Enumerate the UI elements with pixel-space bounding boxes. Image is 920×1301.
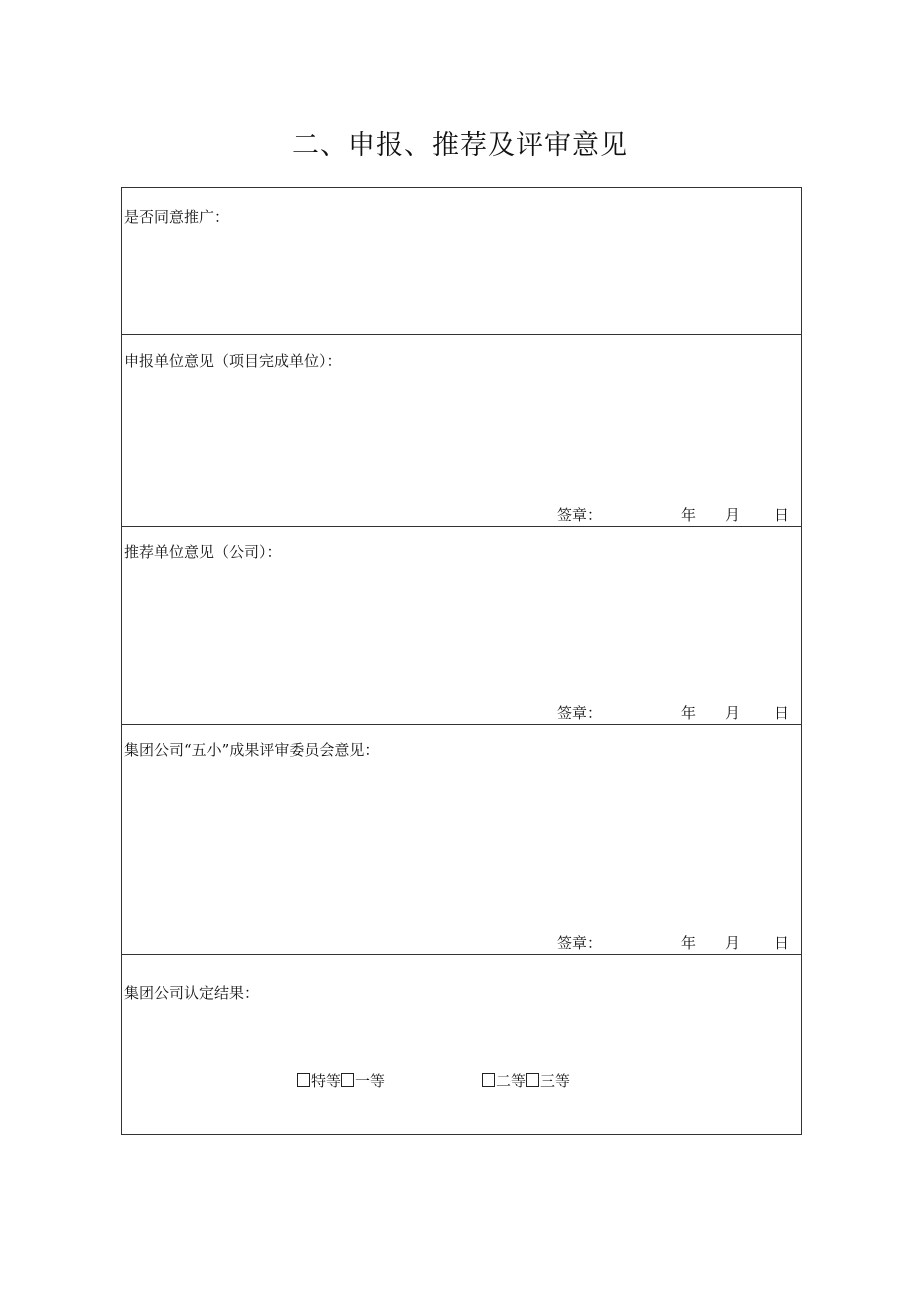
applicant-opinion-label: 申报单位意见（项目完成单位）： xyxy=(124,352,342,370)
checkbox-icon[interactable] xyxy=(297,1073,310,1087)
checkbox-icon[interactable] xyxy=(526,1073,539,1087)
promotion-label: 是否同意推广： xyxy=(124,208,230,226)
grade-options xyxy=(122,1070,801,1092)
month-label: 月 xyxy=(725,704,741,722)
checkbox-icon[interactable] xyxy=(341,1073,354,1087)
result-row xyxy=(122,955,801,1134)
day-label: 日 xyxy=(774,934,790,952)
grade-option-second[interactable] xyxy=(482,1070,526,1092)
year-label: 年 xyxy=(681,506,697,524)
signature-line xyxy=(122,505,801,525)
signature-line xyxy=(122,933,801,953)
grade-option-label: 一等 xyxy=(355,1072,386,1090)
checkbox-icon[interactable] xyxy=(482,1073,495,1087)
year-label: 年 xyxy=(681,934,697,952)
result-label: 集团公司认定结果： xyxy=(124,984,260,1002)
applicant-opinion-row xyxy=(122,335,801,527)
grade-group xyxy=(482,1070,570,1092)
month-label: 月 xyxy=(725,934,741,952)
grade-option-special[interactable] xyxy=(297,1070,341,1092)
day-label: 日 xyxy=(774,704,790,722)
promotion-row xyxy=(122,188,801,335)
committee-opinion-row xyxy=(122,725,801,955)
grade-group xyxy=(297,1070,385,1092)
day-label: 日 xyxy=(774,506,790,524)
recommender-opinion-row xyxy=(122,527,801,725)
seal-label: 签章： xyxy=(557,934,603,952)
grade-option-label: 二等 xyxy=(496,1072,527,1090)
recommender-opinion-label: 推荐单位意见（公司）： xyxy=(124,543,282,561)
committee-opinion-label: 集团公司“五小”成果评审委员会意见： xyxy=(124,741,380,759)
seal-label: 签章： xyxy=(557,506,603,524)
year-label: 年 xyxy=(681,704,697,722)
seal-label: 签章： xyxy=(557,704,603,722)
grade-option-first[interactable] xyxy=(341,1070,385,1092)
opinion-form-table xyxy=(121,187,802,1135)
month-label: 月 xyxy=(725,506,741,524)
grade-option-third[interactable] xyxy=(526,1070,570,1092)
signature-line xyxy=(122,703,801,723)
grade-option-label: 特等 xyxy=(311,1072,342,1090)
grade-option-label: 三等 xyxy=(540,1072,571,1090)
page-title: 二、申报、推荐及评审意见 xyxy=(292,130,628,161)
